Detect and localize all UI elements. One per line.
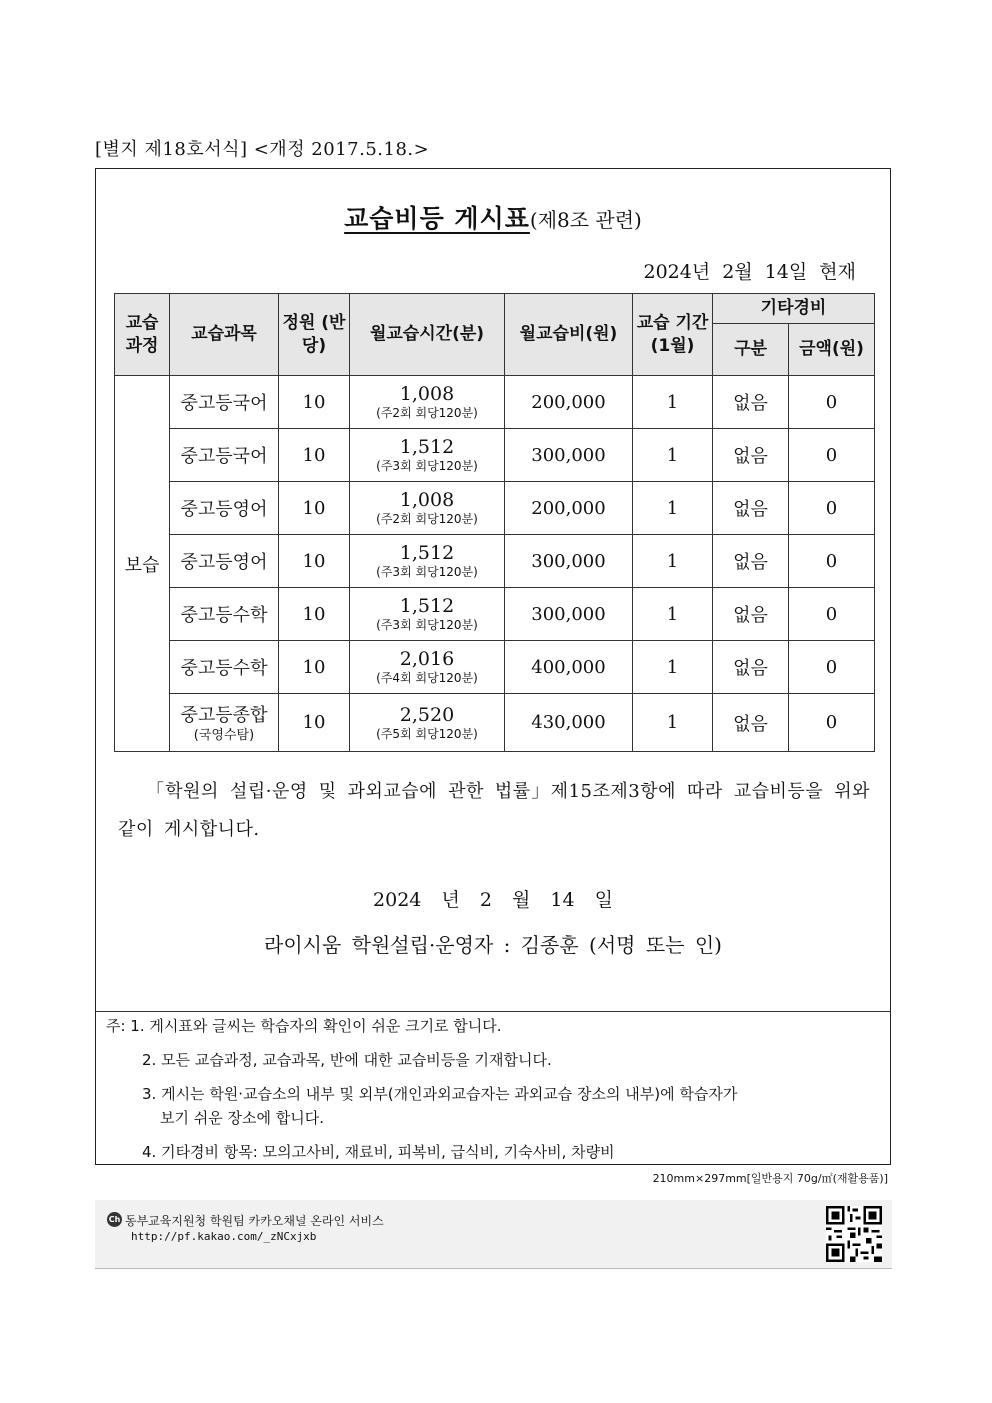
fee-table xyxy=(114,293,875,752)
course-cell: 중고등수학 xyxy=(170,588,279,641)
course-cell: 중고등영어 xyxy=(170,482,279,535)
header-other-type: 구분 xyxy=(713,324,789,376)
course-cell: 중고등수학 xyxy=(170,641,279,694)
table-row xyxy=(115,429,875,482)
note-2: 2. 모든 교습과정, 교습과목, 반에 대한 교습비등을 기재합니다. xyxy=(142,1051,552,1069)
period-cell: 1 xyxy=(633,482,713,535)
hours-cell: 2,520 (주5회 회당120분) xyxy=(350,694,505,752)
footer-url[interactable]: http://pf.kakao.com/_zNCxjxb xyxy=(131,1230,317,1243)
note-3: 3. 게시는 학원·교습소의 내부 및 외부(개인과외교습자는 과외교습 장소의 내부)에 학습자가 xyxy=(142,1085,738,1103)
capacity-cell: 10 xyxy=(279,588,350,641)
course-cell: 중고등영어 xyxy=(170,535,279,588)
capacity-cell: 10 xyxy=(279,429,350,482)
other-amount-cell: 0 xyxy=(789,694,875,752)
fee-cell: 400,000 xyxy=(505,641,633,694)
other-type-cell: 없음 xyxy=(713,376,789,429)
capacity-cell: 10 xyxy=(279,694,350,752)
document-title xyxy=(96,199,890,235)
table-row xyxy=(115,641,875,694)
capacity-cell: 10 xyxy=(279,376,350,429)
header-other-expenses: 기타경비 xyxy=(713,294,875,324)
signature-date: 2024 년 2 월 14 일 xyxy=(373,889,613,911)
fee-cell: 200,000 xyxy=(505,482,633,535)
other-amount-cell: 0 xyxy=(789,588,875,641)
hours-cell: 1,512 (주3회 회당120분) xyxy=(350,429,505,482)
hours-cell: 1,512 (주3회 회당120분) xyxy=(350,588,505,641)
other-amount-cell: 0 xyxy=(789,535,875,588)
table-row xyxy=(115,588,875,641)
fee-cell: 300,000 xyxy=(505,588,633,641)
header-other-amount: 금액(원) xyxy=(789,324,875,376)
footer-text: 동부교육지원청 학원팀 카카오채널 온라인 서비스 xyxy=(125,1214,384,1228)
other-amount-cell: 0 xyxy=(789,641,875,694)
capacity-cell: 10 xyxy=(279,482,350,535)
header-capacity: 정원 (반당) xyxy=(279,294,350,376)
capacity-cell: 10 xyxy=(279,641,350,694)
signature-line: 라이시움 학원설립·운영자 : 김종훈 (서명 또는 인) xyxy=(264,933,722,957)
other-type-cell: 없음 xyxy=(713,641,789,694)
note-3-continued: 보기 쉬운 장소에 합니다. xyxy=(160,1109,324,1127)
period-cell: 1 xyxy=(633,535,713,588)
other-type-cell: 없음 xyxy=(713,588,789,641)
fee-cell: 300,000 xyxy=(505,535,633,588)
table-row xyxy=(115,482,875,535)
paper-spec: 210mm×297mm[일반용지 70g/㎡(재활용품)] xyxy=(652,1172,888,1185)
header-category: 교습 과정 xyxy=(115,294,170,376)
fee-cell: 300,000 xyxy=(505,429,633,482)
other-amount-cell: 0 xyxy=(789,429,875,482)
other-type-cell: 없음 xyxy=(713,429,789,482)
period-cell: 1 xyxy=(633,376,713,429)
other-amount-cell: 0 xyxy=(789,376,875,429)
note-1: 주: 1. 게시표와 글씨는 학습자의 확인이 쉬운 크기로 합니다. xyxy=(106,1017,502,1035)
fee-cell: 200,000 xyxy=(505,376,633,429)
title-suffix: (제8조 관련) xyxy=(529,208,642,232)
course-cell: 중고등국어 xyxy=(170,429,279,482)
header-course: 교습과목 xyxy=(170,294,279,376)
other-amount-cell: 0 xyxy=(789,482,875,535)
course-cell: 중고등국어 xyxy=(170,376,279,429)
hours-cell: 2,016 (주4회 회당120분) xyxy=(350,641,505,694)
table-row xyxy=(115,376,875,429)
capacity-cell: 10 xyxy=(279,535,350,588)
hours-cell: 1,008 (주2회 회당120분) xyxy=(350,482,505,535)
period-cell: 1 xyxy=(633,694,713,752)
other-type-cell: 없음 xyxy=(713,482,789,535)
period-cell: 1 xyxy=(633,429,713,482)
header-hours: 월교습시간(분) xyxy=(350,294,505,376)
other-type-cell: 없음 xyxy=(713,535,789,588)
qr-code-icon[interactable] xyxy=(826,1206,882,1262)
table-row xyxy=(115,694,875,752)
note-4: 4. 기타경비 항목: 모의고사비, 재료비, 피복비, 급식비, 기숙사비, 차량비 xyxy=(142,1143,615,1161)
table-row xyxy=(115,535,875,588)
notes-divider xyxy=(96,1011,890,1012)
title-main: 교습비등 게시표 xyxy=(344,204,530,233)
period-cell: 1 xyxy=(633,641,713,694)
category-cell: 보습 xyxy=(115,376,170,752)
header-period: 교습 기간 (1월) xyxy=(633,294,713,376)
period-cell: 1 xyxy=(633,588,713,641)
footer-banner xyxy=(95,1200,892,1269)
fee-cell: 430,000 xyxy=(505,694,633,752)
legal-statement: 「학원의 설립·운영 및 과외교습에 관한 법률」제15조제3항에 따라 교습비등을 위와 같이 게시합니다. xyxy=(118,781,870,840)
notice-frame xyxy=(95,168,891,1165)
header-fee: 월교습비(원) xyxy=(505,294,633,376)
course-cell: 중고등종합 (국영수탐) xyxy=(170,694,279,752)
other-type-cell: 없음 xyxy=(713,694,789,752)
as-of-date: 2024년 2월 14일 현재 xyxy=(643,261,856,283)
form-label: [별지 제18호서식] <개정 2017.5.18.> xyxy=(95,139,430,160)
kakao-channel-icon: Ch xyxy=(107,1212,122,1227)
hours-cell: 1,008 (주2회 회당120분) xyxy=(350,376,505,429)
hours-cell: 1,512 (주3회 회당120분) xyxy=(350,535,505,588)
